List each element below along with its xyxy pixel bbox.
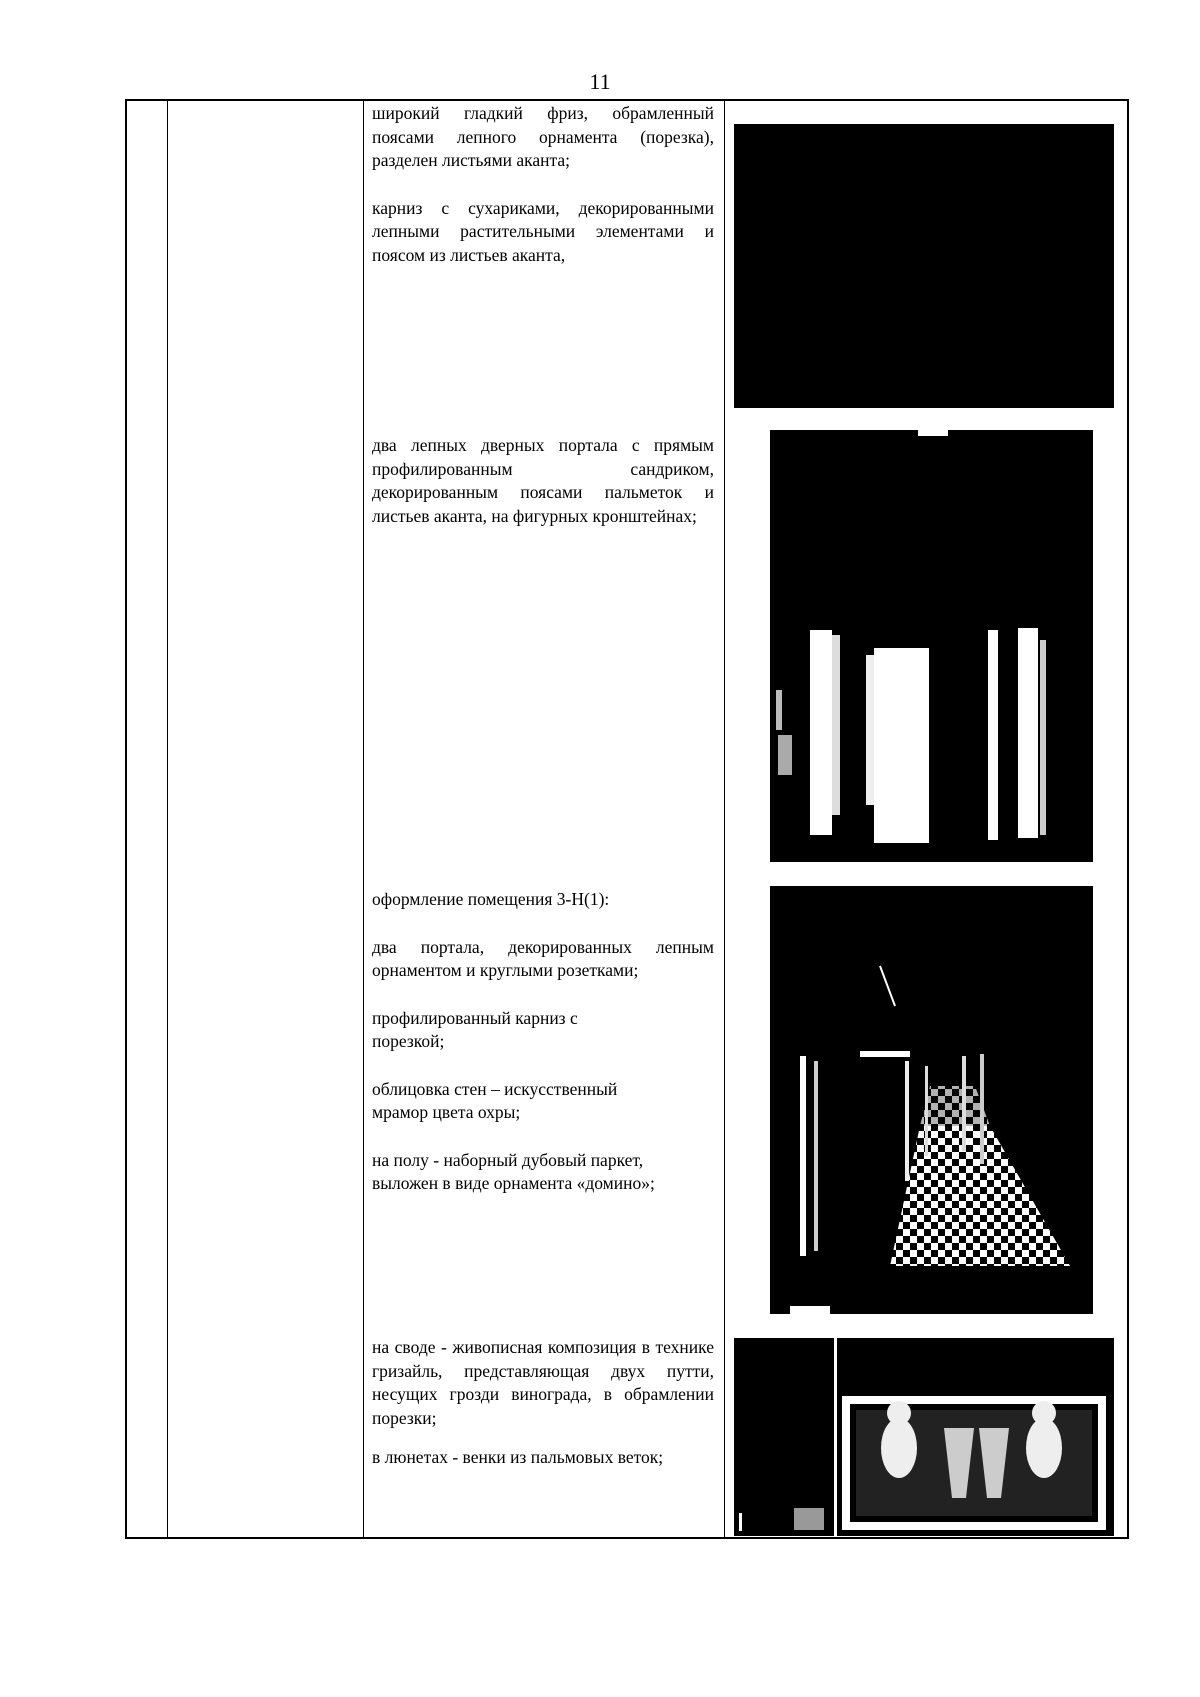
section-2-text [372, 434, 714, 528]
section-3-text [372, 888, 714, 1196]
section-1-text [372, 102, 714, 267]
door-portals-photo-icon [770, 430, 1093, 862]
section-4-paragraph-1: на своде - живописная композиция в технике гризайль, представляющая двух путти, несущих грозди винограда, в обрамлении порезки; [372, 1337, 714, 1428]
section-1-paragraph-2: карниз с сухариками, декорированными лепными растительными элементами и поясом из листьев аканта, [372, 197, 714, 265]
section-3-paragraph-1: оформление помещения 3-Н(1): [372, 889, 610, 909]
column-divider-1 [167, 101, 168, 1537]
cornice-photo-icon [734, 124, 1114, 408]
section-3-paragraph-2: два портала, декорированных лепным орнаментом и круглыми розетками; [372, 936, 714, 980]
column-divider-3 [724, 101, 725, 1537]
section-3-paragraph-5: на полу - наборный дубовый паркет, выложен в виде орнамента «домино»; [372, 1149, 655, 1193]
section-3-paragraph-3: профилированный карниз с порезкой; [372, 1007, 578, 1051]
grisaille-ceiling-photo-icon [734, 1338, 1114, 1536]
section-3-paragraph-4: облицовка стен – искусственный мрамор цвета охры; [372, 1078, 618, 1122]
section-2-paragraph-1: два лепных дверных портала с прямым профилированным сандриком, декорированным поясами пальметок и листьев аканта, на фигурных кронштейнах; [372, 435, 714, 526]
section-1-paragraph-1: широкий гладкий фриз, обрамленный поясами лепного орнамента (порезка), разделен листьями аканта; [372, 103, 714, 170]
page-number: 11 [589, 69, 611, 94]
column-divider-2 [363, 101, 364, 1537]
section-4-text [372, 1336, 714, 1470]
section-4-paragraph-2: в люнетах - венки из пальмовых веток; [372, 1447, 664, 1467]
corridor-parquet-photo-icon [770, 886, 1093, 1314]
